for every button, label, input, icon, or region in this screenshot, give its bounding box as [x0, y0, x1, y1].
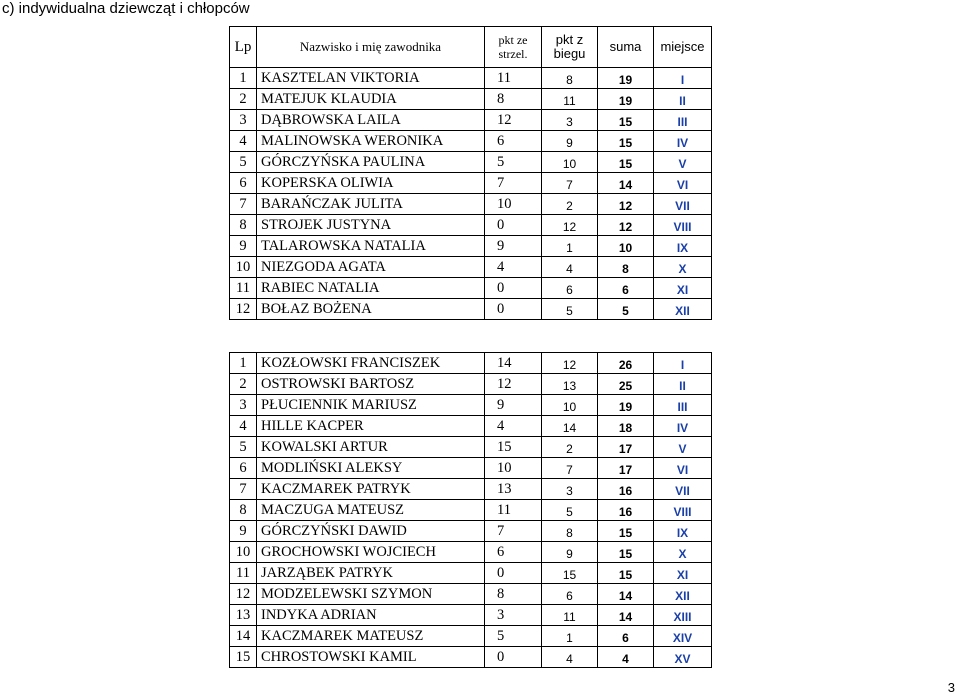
cell-shoot-points: 5 [485, 626, 542, 647]
cell-shoot-points: 10 [485, 194, 542, 215]
cell-lp: 15 [230, 647, 257, 668]
cell-name: JARZĄBEK PATRYK [257, 563, 485, 584]
header-sum: suma [598, 27, 654, 68]
table-row [230, 479, 712, 500]
boys-results-table [229, 352, 712, 668]
cell-sum: 15 [598, 131, 654, 152]
table-row [230, 215, 712, 236]
header-place: miejsce [654, 27, 712, 68]
cell-name: TALAROWSKA NATALIA [257, 236, 485, 257]
cell-lp: 3 [230, 110, 257, 131]
cell-place: VII [654, 479, 712, 500]
cell-sum: 25 [598, 374, 654, 395]
cell-run-points: 5 [542, 299, 598, 320]
cell-place: III [654, 395, 712, 416]
cell-shoot-points: 7 [485, 521, 542, 542]
cell-lp: 5 [230, 152, 257, 173]
cell-name: BARAŃCZAK JULITA [257, 194, 485, 215]
table-row [230, 584, 712, 605]
table-row [230, 194, 712, 215]
cell-run-points: 3 [542, 110, 598, 131]
cell-lp: 1 [230, 353, 257, 374]
cell-shoot-points: 11 [485, 68, 542, 89]
table-row [230, 278, 712, 299]
table-row [230, 500, 712, 521]
table-row [230, 236, 712, 257]
cell-lp: 12 [230, 584, 257, 605]
cell-place: XII [654, 299, 712, 320]
cell-shoot-points: 6 [485, 542, 542, 563]
cell-shoot-points: 10 [485, 458, 542, 479]
cell-sum: 15 [598, 542, 654, 563]
cell-place: XV [654, 647, 712, 668]
cell-name: KASZTELAN VIKTORIA [257, 68, 485, 89]
cell-sum: 4 [598, 647, 654, 668]
cell-shoot-points: 0 [485, 563, 542, 584]
cell-place: VI [654, 458, 712, 479]
cell-name: NIEZGODA AGATA [257, 257, 485, 278]
table-row [230, 89, 712, 110]
cell-lp: 11 [230, 278, 257, 299]
cell-name: BOŁAZ BOŻENA [257, 299, 485, 320]
cell-name: MALINOWSKA WERONIKA [257, 131, 485, 152]
cell-place: I [654, 68, 712, 89]
cell-place: X [654, 542, 712, 563]
cell-place: IX [654, 521, 712, 542]
cell-place: VII [654, 194, 712, 215]
cell-place: VIII [654, 500, 712, 521]
cell-shoot-points: 0 [485, 215, 542, 236]
cell-sum: 26 [598, 353, 654, 374]
cell-lp: 14 [230, 626, 257, 647]
cell-sum: 16 [598, 479, 654, 500]
cell-name: GROCHOWSKI WOJCIECH [257, 542, 485, 563]
header-name: Nazwisko i mię zawodnika [257, 27, 485, 68]
table-row [230, 458, 712, 479]
cell-name: CHROSTOWSKI KAMIL [257, 647, 485, 668]
girls-results-table [229, 67, 712, 320]
cell-shoot-points: 9 [485, 395, 542, 416]
table-row [230, 647, 712, 668]
cell-run-points: 9 [542, 542, 598, 563]
cell-run-points: 4 [542, 647, 598, 668]
table-row [230, 626, 712, 647]
cell-name: RABIEC NATALIA [257, 278, 485, 299]
cell-sum: 15 [598, 521, 654, 542]
cell-sum: 15 [598, 110, 654, 131]
table-row [230, 173, 712, 194]
header-shoot-line2: strzel. [498, 47, 528, 61]
cell-place: VIII [654, 215, 712, 236]
cell-run-points: 9 [542, 131, 598, 152]
cell-name: KOPERSKA OLIWIA [257, 173, 485, 194]
cell-lp: 6 [230, 458, 257, 479]
header-lp: Lp [230, 27, 257, 68]
cell-lp: 12 [230, 299, 257, 320]
cell-place: XI [654, 563, 712, 584]
cell-run-points: 6 [542, 278, 598, 299]
cell-sum: 16 [598, 500, 654, 521]
cell-lp: 8 [230, 500, 257, 521]
cell-run-points: 8 [542, 68, 598, 89]
cell-run-points: 1 [542, 236, 598, 257]
cell-lp: 4 [230, 131, 257, 152]
cell-lp: 6 [230, 173, 257, 194]
cell-run-points: 10 [542, 395, 598, 416]
cell-sum: 15 [598, 152, 654, 173]
cell-lp: 2 [230, 89, 257, 110]
cell-run-points: 11 [542, 605, 598, 626]
table-row [230, 374, 712, 395]
cell-place: X [654, 257, 712, 278]
cell-name: KOWALSKI ARTUR [257, 437, 485, 458]
cell-place: IX [654, 236, 712, 257]
table-row [230, 110, 712, 131]
cell-shoot-points: 15 [485, 437, 542, 458]
cell-place: IV [654, 131, 712, 152]
cell-run-points: 7 [542, 458, 598, 479]
header-run-points [542, 27, 598, 68]
cell-name: PŁUCIENNIK MARIUSZ [257, 395, 485, 416]
section-heading: c) indywidualna dziewcząt i chłopców [2, 0, 250, 17]
cell-sum: 12 [598, 194, 654, 215]
cell-name: MODLIŃSKI ALEKSY [257, 458, 485, 479]
cell-shoot-points: 8 [485, 89, 542, 110]
cell-run-points: 5 [542, 500, 598, 521]
table-row [230, 521, 712, 542]
header-shoot-line1: pkt ze [498, 33, 528, 47]
cell-place: I [654, 353, 712, 374]
header-row [230, 27, 712, 68]
cell-lp: 4 [230, 416, 257, 437]
cell-sum: 8 [598, 257, 654, 278]
cell-place: V [654, 437, 712, 458]
cell-lp: 9 [230, 521, 257, 542]
cell-name: INDYKA ADRIAN [257, 605, 485, 626]
table-row [230, 416, 712, 437]
cell-lp: 10 [230, 542, 257, 563]
cell-sum: 14 [598, 605, 654, 626]
cell-sum: 15 [598, 563, 654, 584]
cell-sum: 6 [598, 626, 654, 647]
cell-place: II [654, 89, 712, 110]
table-row [230, 563, 712, 584]
cell-sum: 18 [598, 416, 654, 437]
cell-run-points: 10 [542, 152, 598, 173]
cell-place: XII [654, 584, 712, 605]
cell-sum: 19 [598, 68, 654, 89]
cell-shoot-points: 4 [485, 257, 542, 278]
cell-place: XI [654, 278, 712, 299]
cell-run-points: 4 [542, 257, 598, 278]
cell-name: MODZELEWSKI SZYMON [257, 584, 485, 605]
cell-lp: 1 [230, 68, 257, 89]
results-header-table [229, 26, 712, 68]
cell-shoot-points: 11 [485, 500, 542, 521]
cell-lp: 9 [230, 236, 257, 257]
header-run-line1: pkt z [555, 32, 584, 47]
cell-sum: 6 [598, 278, 654, 299]
cell-name: HILLE KACPER [257, 416, 485, 437]
cell-sum: 5 [598, 299, 654, 320]
cell-lp: 5 [230, 437, 257, 458]
cell-shoot-points: 3 [485, 605, 542, 626]
cell-shoot-points: 6 [485, 131, 542, 152]
cell-place: XIV [654, 626, 712, 647]
table-row [230, 437, 712, 458]
table-row [230, 299, 712, 320]
cell-run-points: 12 [542, 353, 598, 374]
cell-run-points: 11 [542, 89, 598, 110]
cell-name: KACZMAREK PATRYK [257, 479, 485, 500]
table-row [230, 257, 712, 278]
cell-place: VI [654, 173, 712, 194]
cell-run-points: 2 [542, 437, 598, 458]
cell-lp: 10 [230, 257, 257, 278]
cell-place: III [654, 110, 712, 131]
cell-shoot-points: 14 [485, 353, 542, 374]
cell-shoot-points: 0 [485, 647, 542, 668]
cell-place: IV [654, 416, 712, 437]
cell-name: MACZUGA MATEUSZ [257, 500, 485, 521]
cell-run-points: 15 [542, 563, 598, 584]
table-row [230, 605, 712, 626]
header-run-line2: biegu [553, 46, 586, 61]
cell-run-points: 3 [542, 479, 598, 500]
cell-shoot-points: 5 [485, 152, 542, 173]
cell-place: V [654, 152, 712, 173]
table-row [230, 152, 712, 173]
cell-run-points: 6 [542, 584, 598, 605]
cell-shoot-points: 0 [485, 299, 542, 320]
cell-run-points: 2 [542, 194, 598, 215]
cell-run-points: 7 [542, 173, 598, 194]
cell-place: II [654, 374, 712, 395]
cell-lp: 7 [230, 194, 257, 215]
table-row [230, 353, 712, 374]
cell-sum: 17 [598, 437, 654, 458]
cell-shoot-points: 13 [485, 479, 542, 500]
table-row [230, 131, 712, 152]
cell-shoot-points: 12 [485, 374, 542, 395]
cell-sum: 14 [598, 584, 654, 605]
cell-shoot-points: 9 [485, 236, 542, 257]
cell-lp: 8 [230, 215, 257, 236]
cell-lp: 3 [230, 395, 257, 416]
cell-name: MATEJUK KLAUDIA [257, 89, 485, 110]
cell-name: GÓRCZYŃSKI DAWID [257, 521, 485, 542]
cell-shoot-points: 12 [485, 110, 542, 131]
table-row [230, 395, 712, 416]
cell-sum: 14 [598, 173, 654, 194]
cell-name: GÓRCZYŃSKA PAULINA [257, 152, 485, 173]
table-row [230, 542, 712, 563]
cell-name: KOZŁOWSKI FRANCISZEK [257, 353, 485, 374]
cell-lp: 11 [230, 563, 257, 584]
cell-sum: 17 [598, 458, 654, 479]
cell-lp: 13 [230, 605, 257, 626]
cell-lp: 2 [230, 374, 257, 395]
cell-name: STROJEK JUSTYNA [257, 215, 485, 236]
cell-sum: 12 [598, 215, 654, 236]
cell-run-points: 12 [542, 215, 598, 236]
cell-shoot-points: 0 [485, 278, 542, 299]
cell-name: DĄBROWSKA LAILA [257, 110, 485, 131]
table-row [230, 68, 712, 89]
cell-sum: 19 [598, 89, 654, 110]
cell-sum: 19 [598, 395, 654, 416]
cell-run-points: 14 [542, 416, 598, 437]
cell-run-points: 13 [542, 374, 598, 395]
cell-shoot-points: 4 [485, 416, 542, 437]
cell-name: OSTROWSKI BARTOSZ [257, 374, 485, 395]
cell-sum: 10 [598, 236, 654, 257]
cell-place: XIII [654, 605, 712, 626]
header-shoot-points [485, 27, 542, 68]
cell-run-points: 8 [542, 521, 598, 542]
cell-shoot-points: 8 [485, 584, 542, 605]
cell-shoot-points: 7 [485, 173, 542, 194]
cell-run-points: 1 [542, 626, 598, 647]
page-number: 3 [947, 680, 955, 695]
cell-lp: 7 [230, 479, 257, 500]
cell-name: KACZMAREK MATEUSZ [257, 626, 485, 647]
